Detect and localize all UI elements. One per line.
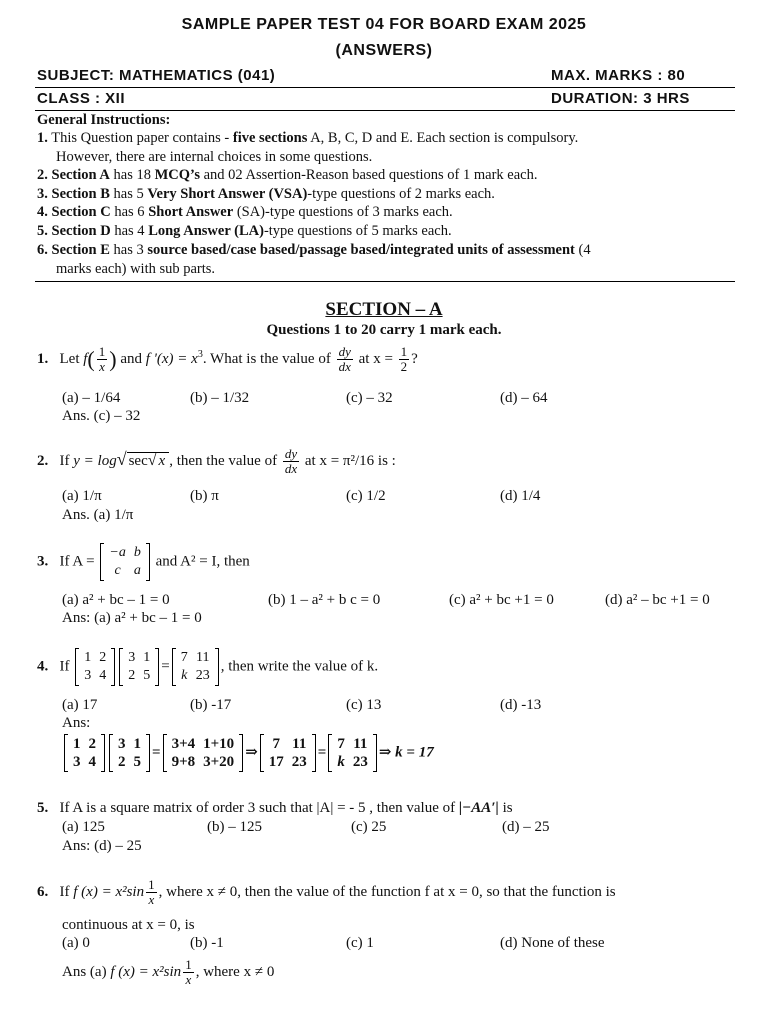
max-marks-label: MAX. MARKS : 80 (551, 67, 686, 84)
header-divider-1 (35, 87, 735, 88)
subject-label: SUBJECT: MATHEMATICS (041) (37, 67, 276, 84)
question-1: 1. Let f( $\frac{1}{x}$ ) and f '$(x) = x^3$. What is the value of $\frac{dy}{dx}$ at x = $\frac{1}{2}$ ? (37, 344, 418, 374)
answer: Ans: (d) – 25 (62, 838, 142, 854)
option-b: (b) 1 – a² + b c = 0 (268, 592, 381, 608)
answer: Ans. (a) 1/π (62, 507, 134, 523)
header-divider-2 (35, 110, 735, 111)
option-d: (d) -13 (500, 697, 542, 713)
option-a: (a) 0 (62, 935, 90, 951)
section-subtitle: Questions 1 to 20 carry 1 mark each. (266, 322, 502, 338)
section-title: SECTION – A (325, 299, 443, 320)
option-c: (c) 1/2 (346, 488, 386, 504)
instructions-heading: General Instructions: (37, 112, 171, 128)
instruction-item: 2. Section A has 18 MCQ’s and 02 Assertion-Reason based questions of 1 mark each. (37, 167, 538, 183)
answer: Ans (a) f (x) = x²sin $\frac{1}{x}$ , where x ≠ 0 (62, 957, 275, 987)
matrix-a: −a b c a (100, 543, 149, 581)
option-b: (b) -1 (190, 935, 224, 951)
option-a: (a) 1/π (62, 488, 102, 504)
option-d: (d) – 25 (502, 819, 550, 835)
option-b: (b) π (190, 488, 219, 504)
option-c: (c) 13 (346, 697, 382, 713)
answer-label: Ans: (62, 715, 91, 731)
instructions-divider (35, 281, 735, 282)
option-d: (d) a² – bc +1 = 0 (605, 592, 710, 608)
instruction-item: 3. Section B has 5 Very Short Answer (VSA)-type questions of 2 marks each. (37, 186, 495, 202)
question-6: 6. If f (x) = x²sin $\frac{1}{x}$ , where x ≠ 0, then the value of the function f at x = 0, so that the function is (37, 877, 616, 907)
option-c: (c) – 32 (346, 390, 393, 406)
option-b: (b) – 125 (207, 819, 262, 835)
question-continuation: continuous at x = 0, is (62, 917, 195, 933)
option-d: (d) None of these (500, 935, 605, 951)
option-b: (b) -17 (190, 697, 232, 713)
instruction-item: 4. Section C has 6 Short Answer (SA)-type questions of 3 marks each. (37, 204, 453, 220)
answer: Ans: (a) a² + bc – 1 = 0 (62, 610, 202, 626)
answer: Ans. (c) – 32 (62, 408, 141, 424)
option-b: (b) – 1/32 (190, 390, 250, 406)
class-label: CLASS : XII (37, 90, 126, 107)
duration-label: DURATION: 3 HRS (551, 90, 690, 107)
option-a: (a) a² + bc – 1 = 0 (62, 592, 170, 608)
option-c: (c) 25 (351, 819, 387, 835)
option-a: (a) 125 (62, 819, 105, 835)
instruction-continuation: However, there are internal choices in some questions. (56, 149, 373, 165)
instruction-item: 6. Section E has 3 source based/case based/passage based/integrated units of assessment (4 (37, 242, 591, 258)
question-4: 4. If 1 2 3 4 3 1 2 5 = 7 11 k 23 , then write the value of k. (37, 648, 378, 686)
option-a: (a) – 1/64 (62, 390, 121, 406)
option-c: (c) 1 (346, 935, 374, 951)
question-3: 3. If A = −a b c a and A² = I, then (37, 543, 250, 581)
answer-working: 1 2 3 4 3 1 2 5 = 3+4 1+10 9+8 3+20 ⇒ 7 11 17 23 = 7 11 k 23 ⇒ k = 17 (62, 734, 434, 772)
option-a: (a) 17 (62, 697, 98, 713)
option-c: (c) a² + bc +1 = 0 (449, 592, 554, 608)
paper-subtitle: (ANSWERS) (335, 42, 433, 59)
paper-title: SAMPLE PAPER TEST 04 FOR BOARD EXAM 2025 (181, 16, 587, 33)
option-d: (d) – 64 (500, 390, 548, 406)
question-2: 2. If y = log√ sec√ x , then the value of $\frac{dy}{dx}$ at x = π²/16 is : (37, 446, 396, 476)
question-5: 5. If A is a square matrix of order 3 such that |A| = - 5 , then value of |−AA′| is (37, 800, 513, 816)
matrix: 1 2 3 4 (75, 648, 115, 686)
matrix: 7 11 k 23 (172, 648, 219, 686)
option-d: (d) 1/4 (500, 488, 541, 504)
instruction-continuation: marks each) with sub parts. (56, 261, 216, 277)
instruction-item: 1. This Question paper contains - five sections A, B, C, D and E. Each section is compulsory. (37, 130, 579, 146)
instruction-item: 5. Section D has 4 Long Answer (LA)-type questions of 5 marks each. (37, 223, 452, 239)
matrix: 3 1 2 5 (119, 648, 159, 686)
